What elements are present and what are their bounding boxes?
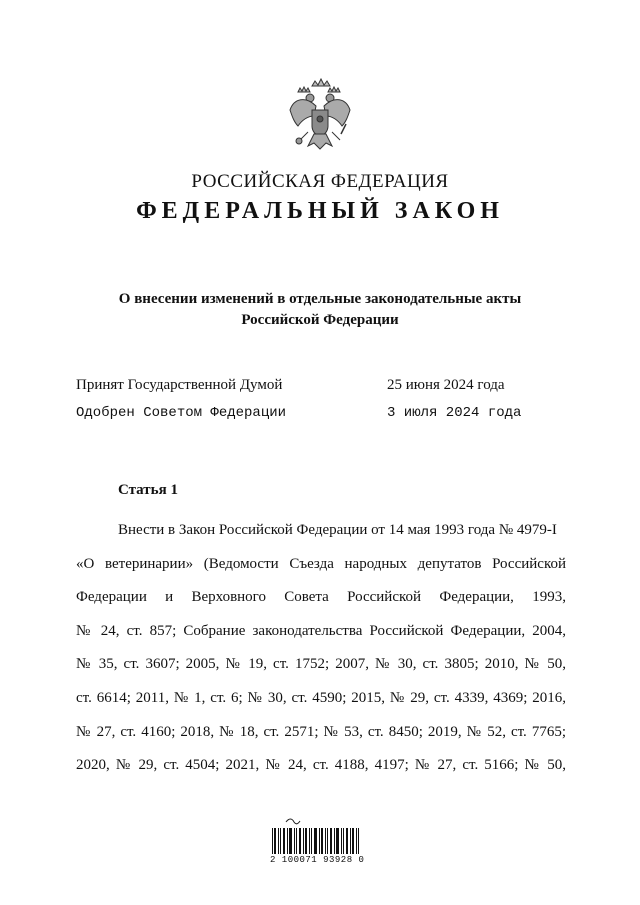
barcode-number: 2 100071 93928 0 — [270, 855, 365, 865]
council-approval-date: 3 июля 2024 года — [387, 405, 522, 421]
article-heading: Статья 1 — [118, 482, 178, 498]
article-line: Внести в Закон Российской Федерации от 14 мая 1993 года № 4979-I — [118, 522, 557, 538]
article-line: «О ветеринарии» (Ведомости Съезда народных депутатов Российской — [76, 555, 566, 572]
article-line: Федерации и Верховного Совета Российской Федерации, 1993, — [76, 589, 566, 606]
council-approval-label: Одобрен Советом Федерации — [76, 405, 287, 421]
country-name: РОССИЙСКАЯ ФЕДЕРАЦИЯ — [191, 171, 449, 192]
article-body — [76, 514, 566, 783]
article-line: 2020, № 29, ст. 4504; 2021, № 24, ст. 4188, 4197; № 27, ст. 5166; № 50, — [76, 757, 566, 774]
coat-of-arms-icon — [286, 76, 354, 156]
law-title-line-1: О внесении изменений в отдельные законодательные акты — [118, 291, 522, 307]
document-type: ФЕДЕРАЛЬНЫЙ ЗАКОН — [136, 198, 504, 224]
article-line: № 24, ст. 857; Собрание законодательства Российской Федерации, 2004, — [76, 622, 566, 639]
barcode — [270, 816, 365, 865]
barcode-icon — [270, 816, 362, 854]
law-title — [0, 289, 640, 331]
duma-adoption-label: Принят Государственной Думой — [76, 377, 283, 393]
article-line: № 35, ст. 3607; 2005, № 19, ст. 1752; 2007, № 30, ст. 3805; 2010, № 50, — [76, 656, 566, 673]
article-line: № 27, ст. 4160; 2018, № 18, ст. 2571; № 53, ст. 8450; 2019, № 52, ст. 7765; — [76, 723, 566, 740]
duma-adoption-date: 25 июня 2024 года — [387, 377, 505, 393]
law-title-line-2: Российской Федерации — [241, 312, 399, 328]
article-line: ст. 6614; 2011, № 1, ст. 6; № 30, ст. 4590; 2015, № 29, ст. 4339, 4369; 2016, — [76, 689, 566, 706]
